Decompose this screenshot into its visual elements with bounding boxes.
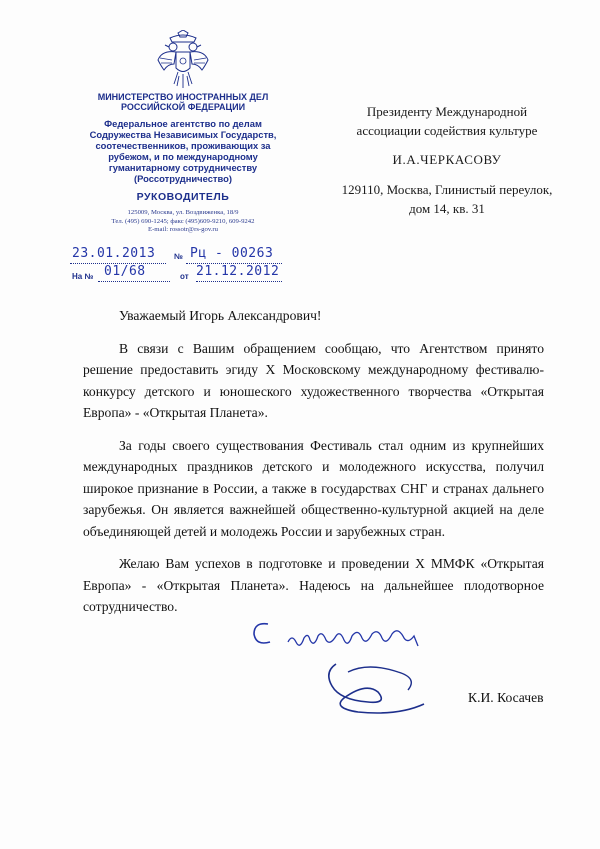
ref-number: 01/68 xyxy=(104,264,146,279)
registration-number: Рц - 00263 xyxy=(190,246,274,261)
addressee-address: 129110, Москва, Глинистый переулок, xyxy=(341,182,553,197)
signatory-name: К.И. Косачев xyxy=(468,690,544,705)
head-title: РУКОВОДИТЕЛЬ xyxy=(136,191,230,203)
ref-number-underline xyxy=(98,281,170,282)
coat-of-arms-icon xyxy=(156,30,210,90)
agency-line: соотечественников, проживающих за xyxy=(95,140,271,151)
ministry-name xyxy=(68,92,298,112)
ref-from-label: от xyxy=(180,272,189,281)
ministry-line: РОССИЙСКОЙ ФЕДЕРАЦИИ xyxy=(120,102,246,112)
addressee-organization: ассоциации содействия культуре xyxy=(356,123,538,138)
addressee-block xyxy=(322,102,572,218)
paragraph-3: Желаю Вам успехов в подготовке и проведении X ММФК «Открытая Европа» - «Открытая Планета». Надеюсь на дальнейшее плодотворное сотрудничество. xyxy=(83,556,544,614)
letter-body xyxy=(83,305,544,629)
ministry-line: МИНИСТЕРСТВО ИНОСТРАННЫХ ДЕЛ xyxy=(97,92,269,102)
contacts xyxy=(68,209,298,235)
greeting: Уважаемый Игорь Александрович! xyxy=(119,308,322,323)
ref-date: 21.12.2012 xyxy=(196,264,280,279)
agency-line: (Россотрудничество) xyxy=(133,173,233,184)
letterhead xyxy=(68,30,298,235)
handwritten-signature xyxy=(248,612,448,722)
addressee-name: И.А.ЧЕРКАСОВУ xyxy=(392,152,502,167)
agency-name xyxy=(68,118,298,184)
agency-line: гуманитарному сотрудничеству xyxy=(108,162,258,173)
registration-number-prefix: № xyxy=(174,252,183,261)
addressee-address-house: дом 14, кв. 31 xyxy=(409,201,485,216)
contact-phone: Тел. (495) 690-1245; факс (495)609-9210, 609-9242 xyxy=(111,217,255,225)
agency-line: рубежом, и по международному xyxy=(108,151,258,162)
agency-line: Федеральное агентство по делам xyxy=(104,118,262,129)
contact-email: E-mail: rossotr@rs-gov.ru xyxy=(148,226,218,233)
ref-date-underline xyxy=(196,281,282,282)
addressee-position: Президенту Международной xyxy=(366,104,528,119)
agency-line: Содружества Независимых Государств, xyxy=(89,129,277,140)
paragraph-1: В связи с Вашим обращением сообщаю, что Агентством принято решение предоставить эгиду X Московскому международному фестивалю-конкурсу детского и юношеского художественного творчества «Открытая Европа» - «Открытая Планета». xyxy=(83,340,544,420)
ref-number-prefix: На № xyxy=(72,272,94,281)
paragraph-2: За годы своего существования Фестиваль стал одним из крупнейших международных праздников детского и молодежного искусства, получил широкое признание в России, а также в государствах СНГ и странах дальнего зарубежья. Он является важнейшей общественно-культурной акцией на деле объединяющей детей и молодежь России и зарубежных стран. xyxy=(83,437,544,539)
contact-address: 125009, Москва, ул. Воздвиженка, 18/9 xyxy=(127,209,239,216)
registration-date: 23.01.2013 xyxy=(72,246,156,261)
